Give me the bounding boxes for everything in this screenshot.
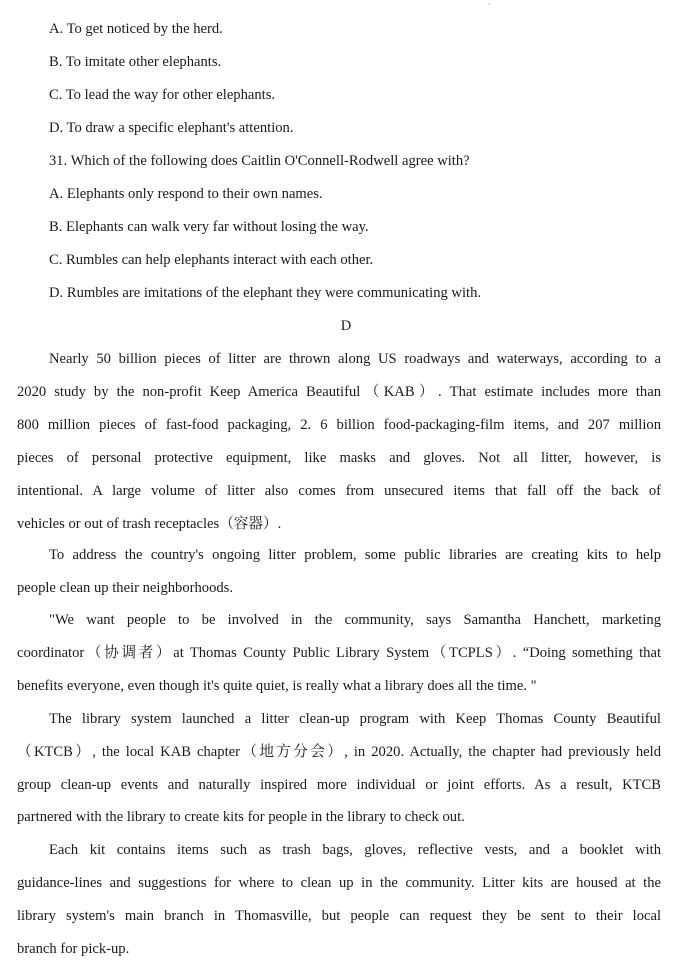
paragraph-line: Each kit contains items such as trash bags, gloves, reflective vests, and a booklet with <box>49 842 661 858</box>
q30-option-b: B. To imitate other elephants. <box>49 54 222 70</box>
paragraph-line: 800 million pieces of fast-food packaging, 2. 6 billion food-packaging-film items, and 207 million <box>17 417 661 433</box>
paragraph-line: pieces of personal protective equipment, like masks and gloves. Not all litter, however, is <box>17 450 661 466</box>
paragraph-line: guidance-lines and suggestions for where to clean up in the community. Litter kits are housed at the <box>17 875 661 891</box>
paragraph-line: intentional. A large volume of litter also comes from unsecured items that fall off the back of <box>17 483 661 499</box>
paragraph-line: The library system launched a litter clean-up program with Keep Thomas County Beautiful <box>49 711 661 727</box>
scan-speck <box>488 3 490 5</box>
paragraph-line: "We want people to be involved in the community, says Samantha Hanchett, marketing <box>49 612 661 628</box>
paragraph-line: library system's main branch in Thomasville, but people can request they be sent to their local <box>17 908 661 924</box>
paragraph-line: coordinator（协调者）at Thomas County Public Library System（TCPLS）. “Doing something that <box>17 645 661 661</box>
passage-heading: D <box>340 318 352 334</box>
paragraph-line: people clean up their neighborhoods. <box>17 580 234 596</box>
paragraph-line: partnered with the library to create kits for people in the library to check out. <box>17 809 465 825</box>
q31-option-b: B. Elephants can walk very far without losing the way. <box>49 219 369 235</box>
paragraph-line: To address the country's ongoing litter problem, some public libraries are creating kits to help <box>49 547 661 563</box>
q31-option-a: A. Elephants only respond to their own names. <box>49 186 323 202</box>
paragraph-line: group clean-up events and naturally inspired more individual or joint efforts. As a result, KTCB <box>17 777 661 793</box>
paragraph-line: vehicles or out of trash receptacles（容器）. <box>17 516 282 532</box>
paragraph-line: Nearly 50 billion pieces of litter are thrown along US roadways and waterways, according to a <box>49 351 661 367</box>
paragraph-line: （KTCB）, the local KAB chapter（地方分会）, in 2020. Actually, the chapter had previously held <box>17 744 661 760</box>
paragraph-line: branch for pick-up. <box>17 941 130 957</box>
q31-option-d: D. Rumbles are imitations of the elephant they were communicating with. <box>49 285 482 301</box>
paragraph-line: benefits everyone, even though it's quite quiet, is really what a library does all the time. " <box>17 678 537 694</box>
paragraph-line: 2020 study by the non-profit Keep America Beautiful（KAB）. That estimate includes more than <box>17 384 661 400</box>
q30-option-c: C. To lead the way for other elephants. <box>49 87 276 103</box>
q30-option-a: A. To get noticed by the herd. <box>49 21 223 37</box>
q31-stem: 31. Which of the following does Caitlin O'Connell-Rodwell agree with? <box>49 153 470 169</box>
q30-option-d: D. To draw a specific elephant's attention. <box>49 120 294 136</box>
q31-option-c: C. Rumbles can help elephants interact with each other. <box>49 252 374 268</box>
